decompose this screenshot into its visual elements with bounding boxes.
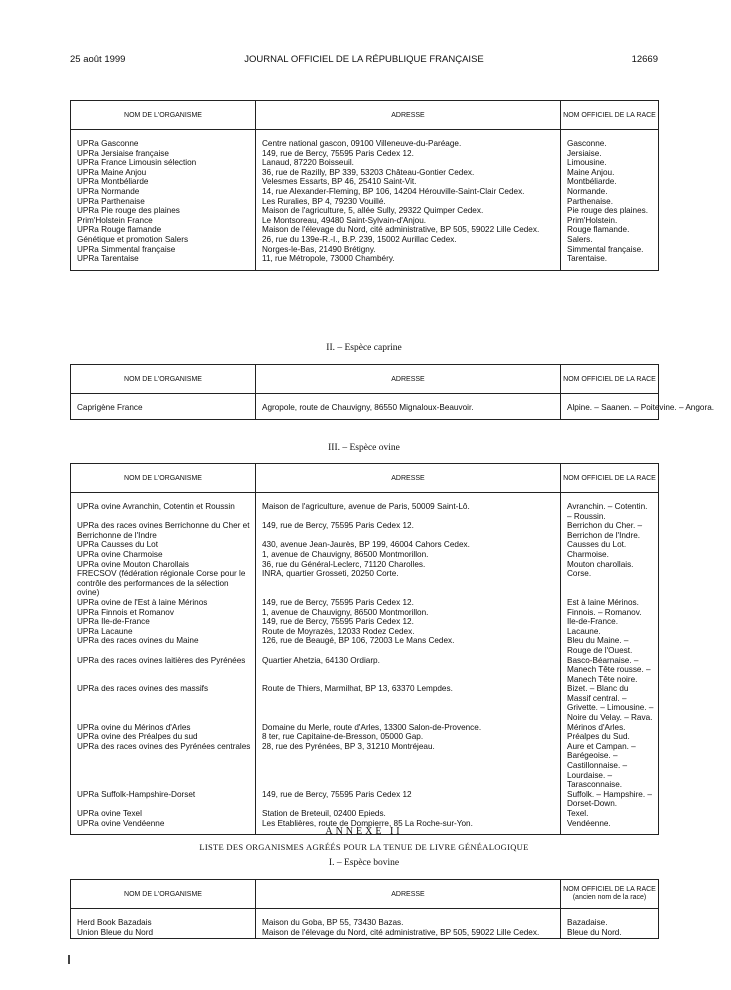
cell-race: Corse. xyxy=(561,569,659,598)
cell-address: 149, rue de Bercy, 75595 Paris Cedex 12 xyxy=(256,790,561,809)
cell-address: Quartier Ahetzia, 64130 Ordiarp. xyxy=(256,656,561,685)
table-bovine-livre xyxy=(70,879,659,939)
section-title-caprine: II. – Espèce caprine xyxy=(326,343,402,353)
cell-address: 14, rue Alexander-Fleming, BP 106, 14204 Hérouville-Saint-Clair Cedex. xyxy=(256,187,561,197)
cell-address: 149, rue de Bercy, 75595 Paris Cedex 12. xyxy=(256,521,561,540)
cell-org: UPRa Tarentaise xyxy=(71,254,256,264)
cell-race: Jersiaise. xyxy=(561,149,659,159)
cell-org: UPRa ovine Vendéenne xyxy=(71,819,256,829)
table-row xyxy=(71,550,659,560)
cell-org: UPRa Montbéliarde xyxy=(71,177,256,187)
cell-org: UPRa ovine des Préalpes du sud xyxy=(71,732,256,742)
cell-org: UPRa Gasconne xyxy=(71,139,256,149)
table-row xyxy=(71,636,659,655)
cell-race: Montbéliarde. xyxy=(561,177,659,187)
cell-race: Basco-Béarnaise. – Manech Tête rousse. – Manech Tête noire. xyxy=(561,656,659,685)
table-row xyxy=(71,177,659,187)
table-row xyxy=(71,254,659,264)
cell-address: Maison de l'élevage du Nord, cité administrative, BP 505, 59022 Lille Cedex. xyxy=(256,225,561,235)
cell-org: UPRa Causses du Lot xyxy=(71,540,256,550)
cell-org: UPRa Normande xyxy=(71,187,256,197)
cell-address: Route de Moyrazès, 12033 Rodez Cedex. xyxy=(256,627,561,637)
cell-org: UPRa Lacaune xyxy=(71,627,256,637)
cell-org: UPRa Simmental française xyxy=(71,245,256,255)
cell-org: Caprigène France xyxy=(71,403,256,413)
table-row xyxy=(71,168,659,178)
table-row xyxy=(71,809,659,819)
cell-race: Lacaune. xyxy=(561,627,659,637)
cell-address: Centre national gascon, 09100 Villeneuve-du-Paréage. xyxy=(256,139,561,149)
table-row xyxy=(71,502,659,521)
table-spacer-row xyxy=(71,130,659,140)
cell-race: Mérinos d'Arles. xyxy=(561,723,659,733)
col-header-race: NOM OFFICIEL DE LA RACE xyxy=(561,101,659,130)
table-row xyxy=(71,225,659,235)
cell-race: Gasconne. xyxy=(561,139,659,149)
cell-address: Velesmes Essarts, BP 46, 25410 Saint-Vit. xyxy=(256,177,561,187)
cell-address: Maison de l'élevage du Nord, cité administrative, BP 505, 59022 Lille Cedex. xyxy=(256,928,561,938)
cell-address: Norges-le-Bas, 21490 Brétigny. xyxy=(256,245,561,255)
table-row xyxy=(71,684,659,722)
cell-org: UPRa Ile-de-France xyxy=(71,617,256,627)
cell-race: Parthenaise. xyxy=(561,197,659,207)
cell-race: Bazadaise. xyxy=(561,918,659,928)
cell-address: Maison de l'agriculture, avenue de Paris, 50009 Saint-Lô. xyxy=(256,502,561,521)
cell-org: Prim'Holstein France xyxy=(71,216,256,226)
col-header-org: NOM DE L'ORGANISME xyxy=(71,880,256,909)
cell-address: Domaine du Merle, route d'Arles, 13300 Salon-de-Provence. xyxy=(256,723,561,733)
table-row xyxy=(71,139,659,149)
cell-race: Berrichon du Cher. – Berrichon de l'Indre. xyxy=(561,521,659,540)
cell-race: Charmoise. xyxy=(561,550,659,560)
cell-org: UPRa des races ovines laitières des Pyrénées xyxy=(71,656,256,685)
cell-race: Bleue du Nord. xyxy=(561,928,659,938)
cell-address: 8 ter, rue Capitaine-de-Bresson, 05000 Gap. xyxy=(256,732,561,742)
cell-org: Herd Book Bazadais xyxy=(71,918,256,928)
cell-org: UPRa Rouge flamande xyxy=(71,225,256,235)
cell-org: Génétique et promotion Salers xyxy=(71,235,256,245)
table-row xyxy=(71,197,659,207)
cell-org: UPRa ovine de l'Est à laine Mérinos xyxy=(71,598,256,608)
table-row xyxy=(71,540,659,550)
table-row xyxy=(71,158,659,168)
col-header-address: ADRESSE xyxy=(256,101,561,130)
cell-address: 36, rue du Général-Leclerc, 71120 Charolles. xyxy=(256,560,561,570)
cell-address: Agropole, route de Chauvigny, 86550 Mignaloux-Beauvoir. xyxy=(256,403,561,413)
table-row xyxy=(71,403,659,413)
col-header-race: NOM OFFICIEL DE LA RACE xyxy=(561,464,659,493)
cell-race: Aure et Campan. – Barégeoise. – Castillonnaise. – Lourdaise. – Tarasconnaise. xyxy=(561,742,659,790)
col-header-org: NOM DE L'ORGANISME xyxy=(71,365,256,394)
table-row xyxy=(71,742,659,790)
cell-race: Vendéenne. xyxy=(561,819,659,829)
table-row xyxy=(71,521,659,540)
table-row xyxy=(71,235,659,245)
header-date: 25 août 1999 xyxy=(70,54,126,65)
cell-address: 149, rue de Bercy, 75595 Paris Cedex 12. xyxy=(256,149,561,159)
table-caprine xyxy=(70,364,715,420)
cell-org: UPRa des races ovines du Maine xyxy=(71,636,256,655)
col-header-address: ADRESSE xyxy=(256,880,561,909)
cell-race: Mouton charollais. xyxy=(561,560,659,570)
race-header-alt: (ancien nom de la race) xyxy=(572,894,647,901)
cell-race: Limousine. xyxy=(561,158,659,168)
race-header-main: NOM OFFICIEL DE LA RACE xyxy=(563,886,656,893)
cell-org: UPRa Pie rouge des plaines xyxy=(71,206,256,216)
cell-org: UPRa Maine Anjou xyxy=(71,168,256,178)
cell-race: Simmental française. xyxy=(561,245,659,255)
col-header-race: NOM OFFICIEL DE LA RACE xyxy=(561,365,659,394)
cell-org: UPRa ovine du Mérinos d'Arles xyxy=(71,723,256,733)
cell-race: Suffolk. – Hampshire. – Dorset-Down. xyxy=(561,790,659,809)
cell-race: Prim'Holstein. xyxy=(561,216,659,226)
cell-org: UPRa ovine Mouton Charollais xyxy=(71,560,256,570)
cell-race: Causses du Lot. xyxy=(561,540,659,550)
page-header xyxy=(70,54,658,68)
header-title: JOURNAL OFFICIEL DE LA RÉPUBLIQUE FRANÇAISE xyxy=(244,54,484,65)
cell-race: Alpine. – Saanen. – Poitevine. – Angora. xyxy=(561,403,659,413)
cell-org: UPRa Jersiaise française xyxy=(71,149,256,159)
cell-address: Les Ruralies, BP 4, 79230 Vouillé. xyxy=(256,197,561,207)
table-row xyxy=(71,216,659,226)
table-spacer-row xyxy=(71,413,659,420)
col-header-address: ADRESSE xyxy=(256,365,561,394)
table-row xyxy=(71,627,659,637)
cell-race: Texel. xyxy=(561,809,659,819)
cell-race: Normande. xyxy=(561,187,659,197)
table-row xyxy=(71,608,659,618)
cell-address: 430, avenue Jean-Jaurès, BP 199, 46004 Cahors Cedex. xyxy=(256,540,561,550)
cell-race: Bleu du Maine. – Rouge de l'Ouest. xyxy=(561,636,659,655)
cell-org: UPRa Parthenaise xyxy=(71,197,256,207)
table-ovine xyxy=(70,463,659,835)
cell-race: Pie rouge des plaines. xyxy=(561,206,659,216)
cell-address: Maison du Goba, BP 55, 73430 Bazas. xyxy=(256,918,561,928)
col-header-address: ADRESSE xyxy=(256,464,561,493)
annexe-title: ANNEXE II xyxy=(325,826,403,837)
col-header-race xyxy=(561,880,659,909)
cell-address: Station de Breteuil, 02400 Epieds. xyxy=(256,809,561,819)
cell-org: UPRa Suffolk-Hampshire-Dorset xyxy=(71,790,256,809)
cell-race: Ile-de-France. xyxy=(561,617,659,627)
cell-race: Avranchin. – Cotentin. – Roussin. xyxy=(561,502,659,521)
cell-address: 1, avenue de Chauvigny, 86500 Montmorillon. xyxy=(256,550,561,560)
table-row xyxy=(71,723,659,733)
table-row xyxy=(71,149,659,159)
cell-address: Maison de l'agriculture, 5, allée Sully, 29322 Quimper Cedex. xyxy=(256,206,561,216)
cell-address: INRA, quartier Grosseti, 20250 Corte. xyxy=(256,569,561,598)
cell-address: Le Montsoreau, 49480 Saint-Sylvain-d'Anjou. xyxy=(256,216,561,226)
cell-org: UPRa des races ovines des massifs xyxy=(71,684,256,722)
col-header-org: NOM DE L'ORGANISME xyxy=(71,101,256,130)
table-row xyxy=(71,598,659,608)
table-row xyxy=(71,560,659,570)
cell-address: 11, rue Métropole, 73000 Chambéry. xyxy=(256,254,561,264)
cell-race: Est à laine Mérinos. xyxy=(561,598,659,608)
table-row xyxy=(71,206,659,216)
cell-org: UPRa France Limousin sélection xyxy=(71,158,256,168)
scan-mark xyxy=(68,955,70,964)
cell-race: Salers. xyxy=(561,235,659,245)
table-row xyxy=(71,569,659,598)
cell-org: UPRa Finnois et Romanov xyxy=(71,608,256,618)
section-title-bovine: I. – Espèce bovine xyxy=(328,858,400,868)
cell-race: Bizet. – Blanc du Massif central. – Grivette. – Limousine. – Noire du Velay. – Rava. xyxy=(561,684,659,722)
table-spacer-row xyxy=(71,493,659,503)
cell-address: 1, avenue de Chauvigny, 86500 Montmorillon. xyxy=(256,608,561,618)
cell-address: Les Etablières, route de Dompierre, 85 La Roche-sur-Yon. xyxy=(256,819,561,829)
table-row xyxy=(71,790,659,809)
table-bovine xyxy=(70,100,659,271)
cell-address: 28, rue des Pyrénées, BP 3, 31210 Montréjeau. xyxy=(256,742,561,790)
cell-race: Tarentaise. xyxy=(561,254,659,264)
cell-address: 26, rue du 139e-R.-I., B.P. 239, 15002 Aurillac Cedex. xyxy=(256,235,561,245)
cell-org: UPRa des races ovines Berrichonne du Cher et Berrichonne de l'Indre xyxy=(71,521,256,540)
cell-address: 149, rue de Bercy, 75595 Paris Cedex 12. xyxy=(256,617,561,627)
cell-address: Route de Thiers, Marmilhat, BP 13, 63370 Lempdes. xyxy=(256,684,561,722)
cell-org: UPRa ovine Avranchin, Cotentin et Roussin xyxy=(71,502,256,521)
annexe-subtitle: LISTE DES ORGANISMES AGRÉÉS POUR LA TENUE DE LIVRE GÉNÉALOGIQUE xyxy=(199,842,529,852)
table-row xyxy=(71,245,659,255)
table-row xyxy=(71,187,659,197)
table-spacer-row xyxy=(71,909,659,919)
cell-address: 126, rue de Beaugé, BP 106, 72003 Le Mans Cedex. xyxy=(256,636,561,655)
table-row xyxy=(71,656,659,685)
table-spacer-row xyxy=(71,937,659,939)
cell-address: 149, rue de Bercy, 75595 Paris Cedex 12. xyxy=(256,598,561,608)
table-spacer-row xyxy=(71,394,659,404)
table-row xyxy=(71,732,659,742)
table-row xyxy=(71,617,659,627)
col-header-org: NOM DE L'ORGANISME xyxy=(71,464,256,493)
section-title-ovine: III. – Espèce ovine xyxy=(328,443,400,453)
header-page-number: 12669 xyxy=(631,54,658,65)
cell-race: Préalpes du Sud. xyxy=(561,732,659,742)
table-row xyxy=(71,918,659,928)
cell-race: Finnois. – Romanov. xyxy=(561,608,659,618)
table-spacer-row xyxy=(71,264,659,271)
cell-address: Lanaud, 87220 Boisseuil. xyxy=(256,158,561,168)
table-row xyxy=(71,928,659,938)
cell-org: UPRa ovine Texel xyxy=(71,809,256,819)
cell-race: Maine Anjou. xyxy=(561,168,659,178)
cell-org: UPRa des races ovines des Pyrénées centrales xyxy=(71,742,256,790)
cell-org: UPRa ovine Charmoise xyxy=(71,550,256,560)
cell-race: Rouge flamande. xyxy=(561,225,659,235)
cell-address: 36, rue de Razilly, BP 339, 53203 Château-Gontier Cedex. xyxy=(256,168,561,178)
cell-org: FRECSOV (fédération régionale Corse pour le contrôle des performances de la sélection ovine) xyxy=(71,569,256,598)
cell-org: Union Bleue du Nord xyxy=(71,928,256,938)
